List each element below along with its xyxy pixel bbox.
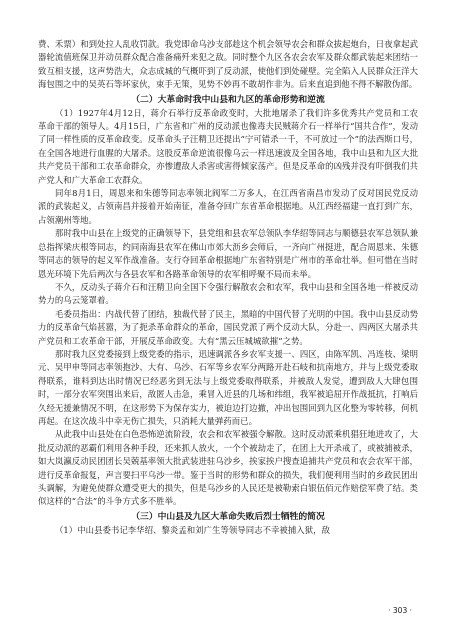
section-heading-3: （三）中山县及九区大革命失败后烈士牺牲的简况	[131, 511, 325, 522]
page-number: · 303 ·	[388, 606, 412, 615]
body-paragraph: 不久，反动头子蒋介石和汪精卫向全国下令强行解散农会和农军，我中山县和全国各地一样被反动势力的乌云笼罩着。	[38, 281, 418, 306]
body-paragraph-continued: 费、禾票）和到处拉人乱收罚款。我党即命乌沙支部趁这个机会领导农会和群众拔起炮台，日夜拿起武器轮流值班保卫并动员群众配合准备痛歼来犯之敌。同时整个九区各农会农军及群众都武装起来团结一致互相支援，这声势浩大，众志成城的气概吓到了反动派，使他们到处碰壁。完全陷入人民群众汪洋大海包围之中的吴英石等坏家伙，束手无策，见势不妙再不敢胡作非为。后来直追到他不得不解散伪部。	[38, 39, 418, 90]
body-paragraph: 同年8月1日，周恩来和朱德等同志率领北阀军二万多人，在江西省南昌市发动了反对国民党反动派的武装起义，占领南昌并接着开始南征，准备夺回广东省革命根据地。从江西经福建一直打到广东，占领潮州等地。	[38, 188, 418, 225]
section-heading-2: （二）大革命时我中山县和九区的革命形势和逆流	[131, 94, 325, 105]
body-paragraph: 那时我九区党委接到上级党委的指示，迅速调派各乡农军支援一、四区，由陈军凯、冯连枝、梁明元、吴甲申等同志率领抱沙、大有、乌沙、石军等乡农军分两路开赴石岐和抗南地方，并与上级党委取得联系，谁料到达出时情况已经恶劣到无法与上级党委取得联系，并被敌人发觉，遭到敌人大肆包围时，一部分农军突围出来后，敌匿人击急，乘冒入近县的几场和纬组，我军被追屈开作战抵抗，打响后久经无援兼情况不明，在这形势下为保存实力，被迫边打边撤，冲出包围回到九区化整为零转移，何机再起。在这次战斗中幸无伤亡损失，只消耗大量弹药而已。	[38, 348, 418, 426]
body-paragraph: 毛委员指出：内战代替了团结，独裁代替了民主，黑暗的中国代替了光明的中国。我中山县反动势力的反革命气焰甚嚣，为了扼杀革命群众的革命，国民党派了两个反动大队，分赴一、四两区大屠杀共产党员和工农革命干部，开展反革命政变。大有“黑云压城城欲摧”之势。	[38, 308, 418, 346]
body-paragraph: （1）1927年4月12日，蒋介石举行反革命政变时，大批地屠杀了我们许多优秀共产党员和工农革命干部的领导人。4月15日，广东省和广州的反动派也像毒夫民贼蒋介石一样举行“国共合作”，发动了同一样性质的反革命政变。反革命头子汪精卫还提出“宁可错杀一千，不可放过一个”的法西斯口号，在全国各地进行血腥的大屠杀。这股反革命逆流很像乌云一样迅速波及全国各地，我中山县和九区大批共产党员干部和工农革命群众，亦惨遭敌人杀害或害得倾家荡产。但是反革命的凶残并没有吓倒我们共产党人和广大革命工农群众。	[38, 107, 418, 185]
body-paragraph: 从此我中山县处在白色恐怖逆流阶段，农会和农军被强令解散。这时反动派乘机猖狂地进攻了，大批反动派的恶霸们利用各种手段，还来抓人放火，一个个被劫走了，在团上大开杀戒了，或被捕被杀，如大岚瀛反动民团团长吴兢基率领大批武装进驻乌沙乡，挨家挨户搜查追捕共产党员和农会农军干部，进行反革命报复，声言要扫平乌沙一带。鉴于当时的形势和群众的损失，我们便利用当时的乡政民团出头调解，为避免使群众遭受更大的损失，但是乌沙乡的人民还是被勒索白银伍佰元作赔偿军费了结。类似这样的“合法”的斗争方式多不胜举。	[38, 429, 418, 507]
document-page	[38, 38, 418, 537]
body-paragraph: 那时我中山县在上级党的正确领导下，县党组和县农军总领队李华绍等同志与顺德县农军总领队兼总指挥梁庆根等同志，约同南海县农军在佛山市郊大沥乡会师后，一齐向广州挺进，配合周恩来、朱德等同志的领导的起义军作战准备。支行夺回革命根据地广东省特别是广州市的革命壮举。但可惜在当时恩光环境下先后两次与各县农军和各路革命领导的农军相呼聚不局而未举。	[38, 228, 418, 279]
body-paragraph: （1）中山县委书记李华绍、黎炎孟和刘广生等领导同志不幸被捕入狱，敌	[55, 524, 330, 535]
